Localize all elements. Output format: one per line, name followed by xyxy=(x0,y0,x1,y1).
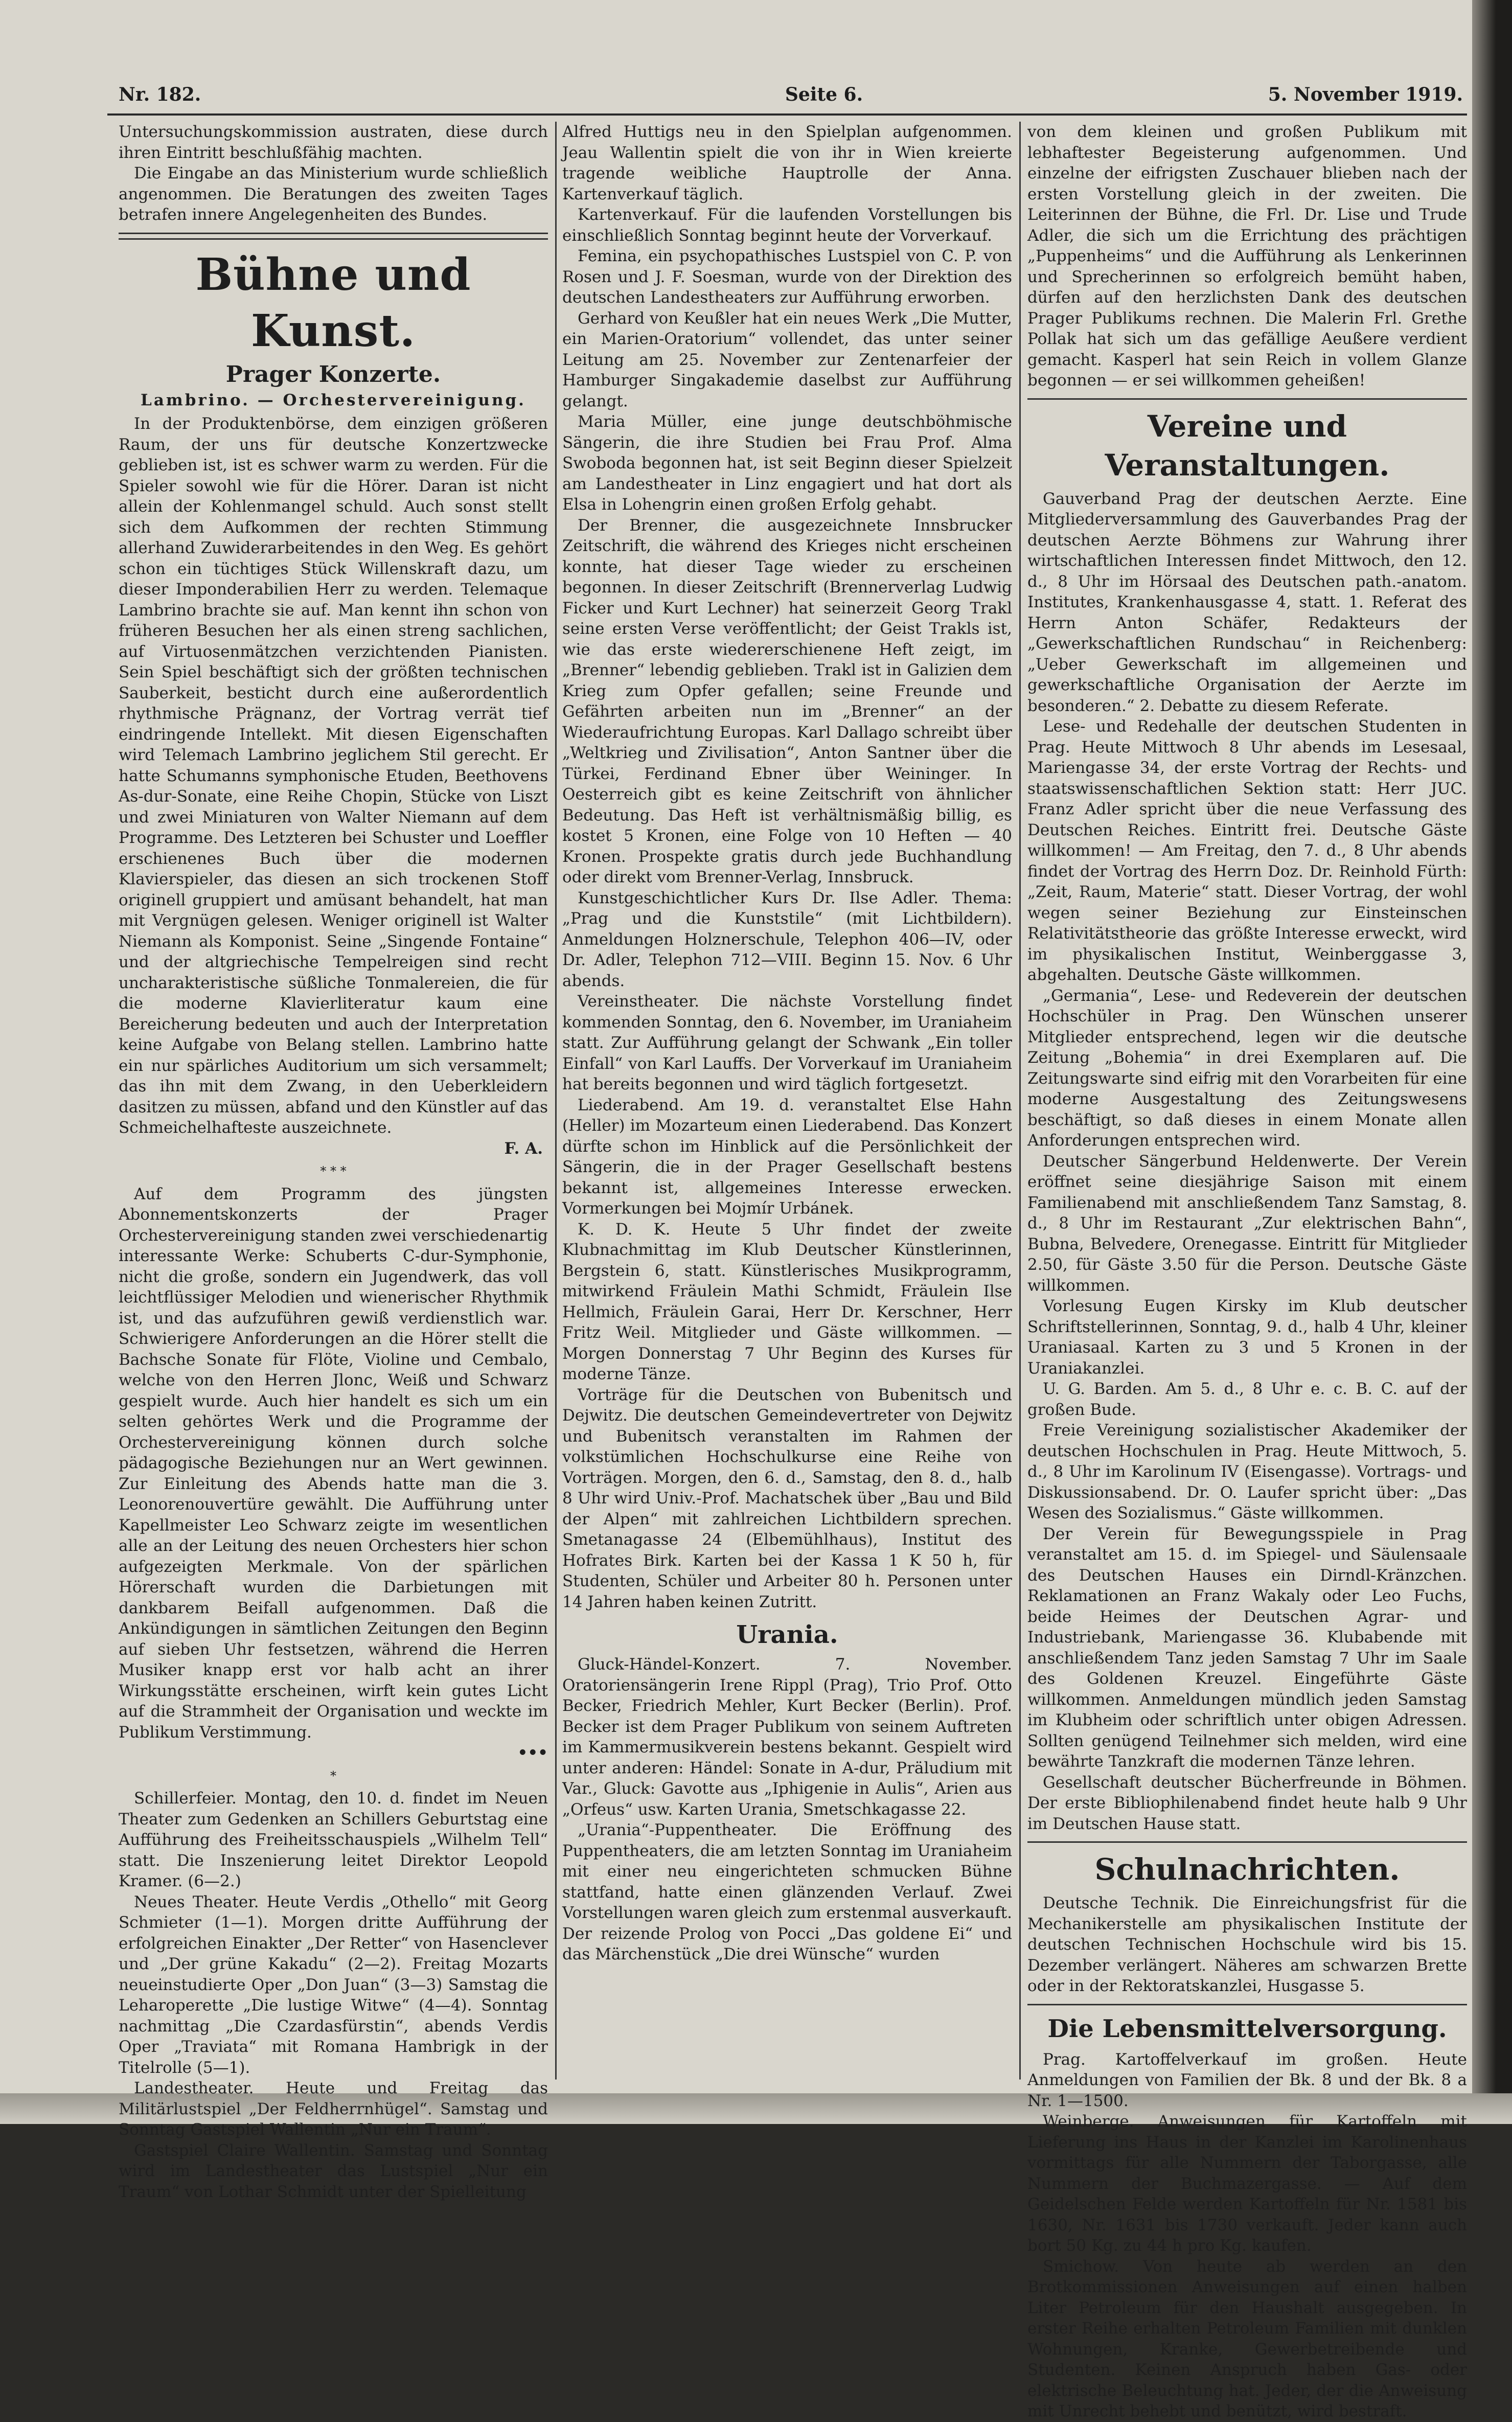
article-paragraph: Liederabend. Am 19. d. veranstaltet Else Hahn (Heller) im Mozarteum einen Liederabend. Das Konzert dürfte schon im Hinblick auf die Persönlichkeit der Sängerin, die in der Prager Gesellschaft bestens bekannt ist, allgemeines Interesse erwecken. Vormerkungen bei Mojmír Urbánek. xyxy=(562,1095,1012,1218)
concert-subhead: Lambrino. — Orchestervereinigung. xyxy=(141,391,526,409)
article-paragraph: Smichow. Von heute ab werden an den Brotkommissionen Anweisungen auf einen halben Liter Petroleum für den Haushalt ausgegeben. In erster Reihe erhalten Petroleum Familien mit dunklen Wohnungen, Kranke, Gewerbetreibende und Studenten. Keinen Anspruch haben Gas- oder elektrische Beleuchtung hat. Jeder, der die Anweisung mit Unrecht behebt und benützt, wird bestraft. xyxy=(1027,2257,1467,2420)
article-paragraph: Auf dem Programm des jüngsten Abonnementskonzerts der Prager Orchestervereinigung standen zwei verschiedenartig interessante Werke: Schuberts C-dur-Symphonie, nicht die große, sondern ein Jugendwerk, das voll leichtflüssiger Melodien und wienerischer Rhythmik ist, und das aufzuführen gewiß verdienstlich war. Schwierigere Anforderungen an die Hörer stellt die Bachsche Sonate für Flöte, Violine und Cembalo, welche von den Herren Jlonc, Weiß und Schwarz gespielt wurde. Auch hier handelt es sich um ein selten gehörtes Werk und die Programme der Orchestervereinigung können durch solche pädagogische Beziehungen nur an Wert gewinnen. Zur Einleitung des Abends hatte man die 3. Leonorenouvertüre gewählt. Die Aufführung unter Kapellmeister Leo Schwarz zeigte im wesentlichen alle an der Leitung des neuen Orchesters hier schon aufgezeigten Merkmale. Von der spärlichen Hörerschaft wurden die Darbietungen mit dankbarem Beifall aufgenommen. Daß die Ankündigungen in sämtlichen Zeitungen den Beginn auf sieben Uhr festsetzen, während die Herren Musiker knapp erst vor halb acht an ihrer Wirkungsstätte erscheinen, wirft kein gutes Licht auf die Strammheit der Organisation und weckte im Publikum Verstimmung. xyxy=(119,1184,548,1742)
lebensmittel-heading: Die Lebensmittelversorgung. xyxy=(1047,2014,1447,2043)
article-paragraph: Vorträge für die Deutschen von Bubenitsch und Dejwitz. Die deutschen Gemeindevertreter von Dejwitz und Bubenitsch veranstalten im Rahmen der volkstümlichen Hochschulkurse eine Reihe von Vorträgen. Morgen, den 6. d., Samstag, den 8. d., halb 8 Uhr wird Univ.-Prof. Machatschek über „Bau und Bild der Alpen“ mit zahlreichen Lichtbildern sprechen. Smetanagasse 24 (Elbemühlhaus), Institut des Hofrates Birk. Karten bei der Kassa 1 K 50 h, für Studenten, Schüler und Arbeiter 80 h. Personen unter 14 Jahren haben keinen Zutritt. xyxy=(562,1385,1012,1611)
section-subtitle: Prager Konzerte. xyxy=(225,361,441,387)
article-paragraph: Gesellschaft deutscher Bücherfreunde in Böhmen. Der erste Bibliophilenabend findet heute halb 9 Uhr im Deutschen Hause statt. xyxy=(1027,1773,1467,1833)
author-signature: F. A. xyxy=(504,1139,543,1158)
article-paragraph: Die Eingabe an das Ministerium wurde schließlich angenommen. Die Beratungen des zweiten Tages betrafen innere Angelegenheiten des Bundes. xyxy=(119,164,548,224)
article-paragraph: Gastspiel Claire Wallentin. Samstag und Sonntag wird im Landestheater das Lustspiel „Nur ein Traum“ von Lothar Schmidt unter der Spielleitung xyxy=(119,2141,548,2201)
article-paragraph: Gluck-Händel-Konzert. 7. November. Oratoriensängerin Irene Rippl (Prag), Trio Prof. Otto Becker, Friedrich Mehler, Kurt Becker (Berlin). Prof. Becker ist dem Prager Publikum von seinem Auftreten im Kammermusikverein bestens bekannt. Gespielt wird unter anderen: Händel: Sonate in A-dur, Präludium mit Var., Gluck: Gavotte aus „Iphigenie in Aulis“, Arien aus „Orfeus“ usw. Karten Urania, Smetschkagasse 22. xyxy=(562,1655,1012,1819)
article-paragraph: Der Verein für Bewegungsspiele in Prag veranstaltet am 15. d. im Spiegel- und Säulensaale des Deutschen Hauses ein Dirndl-Kränzchen. Reklamationen an Franz Wakaly oder Leo Fuchs, beide Heimes der Deutschen Agrar- und Industriebank, Mariengasse 36. Klubabende mit anschließendem Tanz jeden Samstag 7 Uhr im Saale des Goldenen Kreuzel. Eingeführte Gäste willkommen. Anmeldungen mündlich jeden Samstag im Klubheim oder schriftlich unter obigen Adressen. Sollten genügend Teilnehmer sich melden, wird eine bewährte Tanzkraft die modernen Tänze lehren. xyxy=(1027,1524,1467,1771)
vereine-heading: Vereine und Veranstaltungen. xyxy=(1105,408,1390,483)
issue-date: 5. November 1919. xyxy=(1268,84,1463,105)
column-rule xyxy=(1019,122,1021,2080)
header-rule xyxy=(107,113,1467,116)
urania-heading: Urania. xyxy=(736,1620,838,1649)
section-title: Bühne und Kunst. xyxy=(195,248,471,357)
article-paragraph: Landestheater. Heute und Freitag das Militärlustspiel „Der Feldherrnhügel“. Samstag und Sonntag Gastspiel Wallentin „Nur ein Traum“. xyxy=(119,2079,548,2139)
separator: * xyxy=(330,1768,336,1783)
article-paragraph: Gerhard von Keußler hat ein neues Werk „Die Mutter, ein Marien-Oratorium“ vollendet, das unter seiner Leitung am 25. November zur Zentenarfeier der Hamburger Singakademie daselbst zur Aufführung gelangt. xyxy=(562,309,1012,410)
issue-number: Nr. 182. xyxy=(119,84,201,105)
article-paragraph: K. D. K. Heute 5 Uhr findet der zweite Klubnachmittag im Klub Deutscher Künstlerinnen, Bergstein 6, statt. Künstlerisches Musikprogramm, mitwirkend Fräulein Mathi Schmidt, Fräulein Ilse Hellmich, Fräulein Garai, Herr Dr. Kerschner, Herr Fritz Weil. Mitglieder und Gäste willkommen. — Morgen Donnerstag 7 Uhr Beginn des Kurses für moderne Tänze. xyxy=(562,1220,1012,1383)
article-paragraph: Maria Müller, eine junge deutschböhmische Sängerin, die ihre Studien bei Frau Prof. Alma Swoboda begonnen hat, ist seit Beginn dieser Spielzeit am Landestheater in Linz engagiert und hat dort als Elsa in Lohengrin einen großen Erfolg gehabt. xyxy=(562,413,1012,514)
article-paragraph: Gauverband Prag der deutschen Aerzte. Eine Mitgliederversammlung des Gauverbandes Prag der deutschen Aerzte Böhmens zur Wahrung ihrer wirtschaftlichen Interessen findet Mittwoch, den 12. d., 8 Uhr im Hörsaal des Deutschen path.-anatom. Institutes, Krankenhausgasse 4, statt. 1. Referat des Herrn Anton Schäfer, Redakteurs der „Gewerkschaftlichen Rundschau“ in Reichenberg: „Ueber Gewerkschaft im allgemeinen und gewerkschaftliche Organisation der Aerzte im besonderen.“ 2. Debatte zu diesem Referate. xyxy=(1027,489,1467,715)
section-divider xyxy=(1027,2004,1467,2005)
article-paragraph: von dem kleinen und großen Publikum mit lebhaftester Begeisterung aufgenommen. Und einzelne der eifrigsten Zuschauer blieben nach der ersten Vorstellung gleich in der zweiten. Die Leiterinnen der Bühne, die Frl. Dr. Lise und Trude Adler, die sich um die Errichtung des prächtigen „Puppenheims“ und die Aufführung als Lenkerinnen und Sprecherinnen so erfolgreich bemüht haben, dürfen auf den herzlichsten Dank des deutschen Prager Publikums rechnen. Die Malerin Frl. Grethe Pollak hat sich um das gefällige Aeußere verdient gemacht. Kasperl hat sein Reich in vollem Glanze begonnen — er sei willkommen geheißen! xyxy=(1027,123,1467,390)
column-3 xyxy=(1027,122,1467,2420)
schulnachrichten-heading: Schulnachrichten. xyxy=(1094,1852,1400,1887)
column-1 xyxy=(119,122,548,2201)
separator: * * * xyxy=(320,1164,347,1178)
article-paragraph: Kunstgeschichtlicher Kurs Dr. Ilse Adler. Thema: „Prag und die Kunststile“ (mit Lichtbildern). Anmeldungen Holznerschule, Telephon 406—IV, oder Dr. Adler, Telephon 712—VIII. Beginn 15. Nov. 6 Uhr abends. xyxy=(562,888,1012,990)
article-paragraph: Deutscher Sängerbund Heldenwerte. Der Verein eröffnet seine diesjährige Saison mit einem Familienabend mit anschließendem Tanz Samstag, 8. d., 8 Uhr im Restaurant „Zur elektrischen Bahn“, Bubna, Belvedere, Orenegasse. Eintritt für Mitglieder 2.50, für Gäste 3.50 für die Person. Deutsche Gäste willkommen. xyxy=(1027,1152,1467,1295)
article-paragraph: Lese- und Redehalle der deutschen Studenten in Prag. Heute Mittwoch 8 Uhr abends im Lesesaal, Mariengasse 34, der erste Vortrag der Rechts- und staatswissenschaftlichen Sektion statt: Herr JUC. Franz Adler spricht über die neue Verfassung des Deutschen Reiches. Eintritt frei. Deutsche Gäste willkommen! — Am Freitag, den 7. d., 8 Uhr abends findet der Vortrag des Herrn Doz. Dr. Reinhold Fürth: „Zeit, Raum, Materie“ statt. Dieser Vortrag, der wohl wegen seiner Beziehung zur Einsteinschen Relativitätstheorie das größte Interesse erweckt, wird im physikalischen Institut, Weinberggasse 3, abgehalten. Deutsche Gäste willkommen. xyxy=(1027,717,1467,984)
page-header xyxy=(119,77,1463,112)
article-paragraph: Freie Vereinigung sozialistischer Akademiker der deutschen Hochschulen in Prag. Heute Mittwoch, 5. d., 8 Uhr im Karolinum IV (Eisengasse). Vortrags- und Diskussionsabend. Dr. O. Laufer spricht über: „Das Wesen des Sozialismus.“ Gäste willkommen. xyxy=(1027,1421,1467,1522)
article-paragraph: „Germania“, Lese- und Redeverein der deutschen Hochschüler in Prag. Den Wünschen unserer Mitglieder entsprechend, legen wir die deutsche Zeitung „Bohemia“ in drei Exemplaren auf. Die Zeitungswarte sind eifrig mit den Vorarbeiten für eine moderne Ausgestaltung des Zeitungswesens beschäftigt, so daß dieses in einem Monate allen Anforderungen entsprechen wird. xyxy=(1027,986,1467,1150)
article-paragraph: Deutsche Technik. Die Einreichungsfrist für die Mechanikerstelle am physikalischen Institute der deutschen Technischen Hochschule wird bis 15. Dezember verlängert. Näheres am schwarzen Brette oder in der Rektoratskanzlei, Husgasse 5. xyxy=(1027,1894,1467,1995)
separator: ••• xyxy=(517,1744,548,1762)
column-rule xyxy=(555,122,557,2080)
article-paragraph: „Urania“-Puppentheater. Die Eröffnung des Puppentheaters, die am letzten Sonntag im Uraniaheim mit einer neu eingerichteten schmucken Bühne stattfand, hatte einen glänzenden Verlauf. Zwei Vorstellungen waren gleich zum erstenmal ausverkauft. Der reizende Prolog von Pocci „Das goldene Ei“ und das Märchenstück „Die drei Wünsche“ wurden xyxy=(562,1821,1012,1963)
article-paragraph: Vereinstheater. Die nächste Vorstellung findet kommenden Sonntag, den 6. November, im Uraniaheim statt. Zur Aufführung gelangt der Schwank „Ein toller Einfall“ von Karl Lauffs. Der Vorverkauf im Uraniaheim hat bereits begonnen und wird täglich fortgesetzt. xyxy=(562,992,1012,1093)
article-paragraph: Neues Theater. Heute Verdis „Othello“ mit Georg Schmieter (1—1). Morgen dritte Aufführung der erfolgreichen Einakter „Der Retter“ von Hasenclever und „Der grüne Kakadu“ (2—2). Freitag Mozarts neueinstudierte Oper „Don Juan“ (3—3) Samstag die Leharoperette „Die lustige Witwe“ (4—4). Sonntag nachmittag „Die Czardasfürstin“, abends Verdis Oper „Traviata“ mit Romana Hambrigk in der Titelrolle (5—1). xyxy=(119,1892,548,2077)
article-paragraph: Alfred Huttigs neu in den Spielplan aufgenommen. Jeau Wallentin spielt die von ihr in Wien kreierte tragende weibliche Hauptrolle der Anna. Kartenverkauf täglich. xyxy=(562,123,1012,203)
article-paragraph: In der Produktenbörse, dem einzigen größeren Raum, der uns für deutsche Konzertzwecke geblieben ist, ist es schwer warm zu werden. Für die Spieler sowohl wie für die Hörer. Daran ist nicht allein der Kohlenmangel schuld. Auch sonst stellt sich dem Aufkommen der rechten Stimmung allerhand Zuwiderarbeitendes in den Weg. Es gehört schon ein tüchtiges Stück Willenskraft dazu, um dieser Imponderabilien Herr zu werden. Telemaque Lambrino brachte sie auf. Man kennt ihn schon von früheren Besuchen her als einen streng sachlichen, auf Virtuosenmätzchen verzichtenden Pianisten. Sein Spiel beschäftigt sich der größten technischen Sauberkeit, besticht durch eine außerordentlich rhythmische Prägnanz, der Vortrag verrät tief eindringende Intellekt. Mit diesen Eigenschaften wird Telemach Lambrino jeglichem Stil gerecht. Er hatte Schumanns symphonische Etuden, Beethovens As-dur-Sonate, eine Reihe Chopin, Stücke von Liszt und zwei Miniaturen von Walter Niemann auf dem Programme. Des Letzteren bei Schuster und Loeffler erschienenes Buch über die modernen Klavierspieler, das diesen an sich trockenen Stoff originell gruppiert und amüsant behandelt, hat man mit Vergnügen gelesen. Weniger originell ist Walter Niemann als Komponist. Seine „Singende Fontaine“ und der altgriechische Tempelreigen sind recht uncharakteristische süßliche Tonmalereien, die für die moderne Klavierliteratur kaum eine Bereicherung bedeuten und auch der Interpretation keine Aufgabe von Belang stellen. Lambrino hatte ein nur spärliches Auditorium um sich versammelt; das ihn mit dem Zwang, in den Ueberkleidern dasitzen zu müssen, abfand und den Künstler auf das Schmeichelhafteste auszeichnete. xyxy=(119,415,548,1137)
article-paragraph: Der Brenner, die ausgezeichnete Innsbrucker Zeitschrift, die während des Krieges nicht erscheinen konnte, hat dieser Tage wieder zu erscheinen begonnen. In dieser Zeitschrift (Brennerverlag Ludwig Ficker und Kurt Lechner) hat seinerzeit Georg Trakl seine ersten Verse veröffentlicht; der Geist Trakls ist, wie das erste wiedererschienene Heft zeigt, im „Brenner“ lebendig geblieben. Trakl ist in Galizien dem Krieg zum Opfer gefallen; seine Freunde und Gefährten arbeiten nun im „Brenner“ an der Wiederaufrichtung Europas. Karl Dallago schreibt über „Weltkrieg und Zivilisation“, Anton Santner über die Türkei, Ferdinand Ebner über Weininger. In Oesterreich gibt es keine Zeitschrift von ähnlicher Bedeutung. Das Heft ist verhältnismäßig billig, es kostet 5 Kronen, eine Folge von 10 Heften — 40 Kronen. Prospekte gratis durch jede Buchhandlung oder direkt vom Brenner-Verlag, Innsbruck. xyxy=(562,516,1012,886)
column-2 xyxy=(562,122,1012,2085)
section-divider xyxy=(1027,1841,1467,1843)
article-paragraph: U. G. Barden. Am 5. d., 8 Uhr e. c. B. C. auf der großen Bude. xyxy=(1027,1380,1467,1419)
article-paragraph: Prag. Kartoffelverkauf im großen. Heute Anmeldungen von Familien der Bk. 8 und der Bk. 8 a Nr. 1—1500. xyxy=(1027,2050,1467,2110)
article-paragraph: Vorlesung Eugen Kirsky im Klub deutscher Schriftstellerinnen, Sonntag, 9. d., halb 4 Uhr, kleiner Uraniasaal. Karten zu 3 und 5 Kronen in der Uraniakanzlei. xyxy=(1027,1297,1467,1378)
page-number: Seite 6. xyxy=(785,84,863,105)
page-edge-shadow xyxy=(1472,0,1512,2124)
article-paragraph: Femina, ein psychopathisches Lustspiel von C. P. von Rosen und J. F. Soesman, wurde von der Direktion des deutschen Landestheaters zur Aufführung erworben. xyxy=(562,247,1012,307)
article-paragraph: Kartenverkauf. Für die laufenden Vorstellungen bis einschließlich Sonntag beginnt heute der Vorverkauf. xyxy=(562,205,1012,245)
article-paragraph: Weinberge. Anweisungen für Kartoffeln mit Lieferung ins Haus in der Kanzlei im Karolinenhaus vormittags für alle Nummern der Taborgasse, alle Nummern der Buchmazergasse. — Auf dem Geidelschen Felde werden Kartoffeln für Nr. 1581 bis 1630, Nr. 1631 bis 1730 verkauft. Jeder kann auch bort 50 Kg. zu 44 h pro Kg. kaufen. xyxy=(1027,2112,1467,2255)
article-paragraph: Untersuchungskommission austraten, diese durch ihren Eintritt beschlußfähig machten. xyxy=(119,123,548,162)
section-divider xyxy=(119,233,548,240)
article-paragraph: Schillerfeier. Montag, den 10. d. findet im Neuen Theater zum Gedenken an Schillers Geburtstag eine Aufführung des Freiheitsschauspiels „Wilhelm Tell“ statt. Die Inszenierung leitet Direktor Leopold Kramer. (6—2.) xyxy=(119,1789,548,1890)
section-divider xyxy=(1027,398,1467,400)
